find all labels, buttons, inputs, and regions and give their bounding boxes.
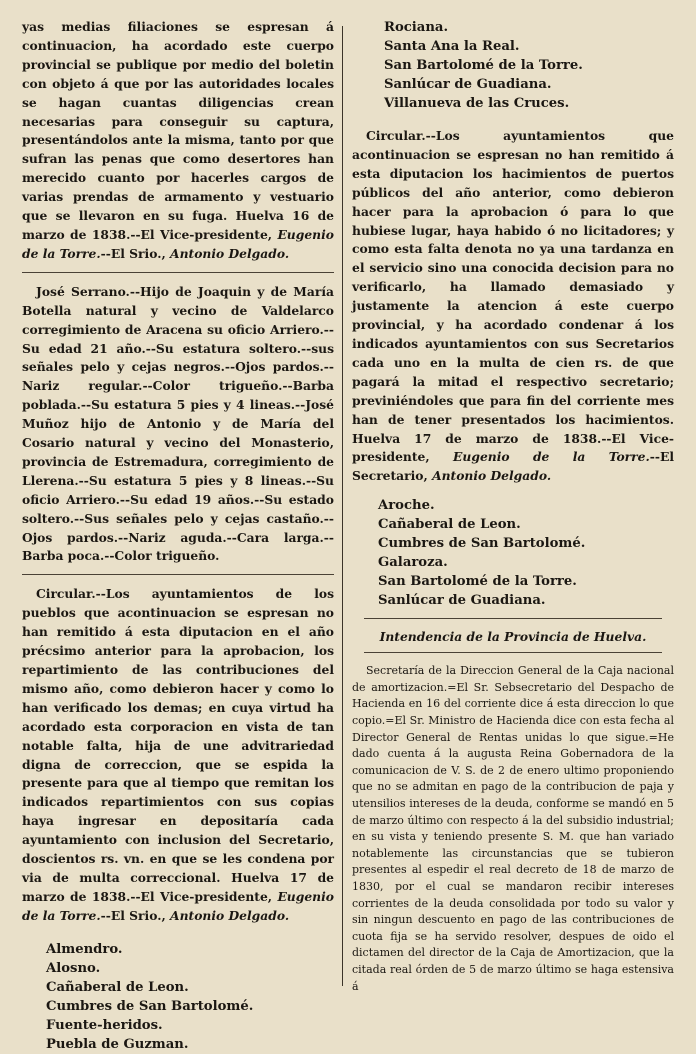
section-separator — [22, 574, 334, 575]
town-list-2 — [352, 18, 674, 113]
section-separator — [22, 272, 334, 273]
list-item: Cañaberal de Leon. — [378, 517, 521, 533]
circular-tax-paragraph — [22, 585, 334, 925]
left-column — [22, 18, 334, 1054]
list-item: Santa Ana la Real. — [384, 39, 520, 54]
list-item: Galaroza. — [378, 555, 448, 571]
list-item: Cumbres de San Bartolomé. — [378, 536, 586, 552]
section-heading: Intendencia de la Provincia de Huelva. — [379, 629, 647, 645]
notice-text: yas medias filiaciones se espresan á continuacion, ha acordado este cuerpo provincial se publique por medio del boletin con objeto á que por las autoridades locales se hagan cuantas diligencias crean necesarias para conseguir su captura, presentándolos ante la misma, tanto por que sufran las penas que como desertores han merecido cuanto por hacerles cargos de varias prendas de armamento y vestuario que se llevaron en su fuga. Huelva 16 de marzo de 1838.--El Vice-presidente, — [22, 19, 334, 242]
column-divider — [342, 26, 343, 986]
signatory-secretary: Antonio Delgado. — [170, 907, 290, 923]
desertion-notice-paragraph — [22, 18, 334, 264]
list-item: Villanueva de las Cruces. — [384, 96, 570, 111]
section-separator — [364, 618, 662, 619]
list-item: Aroche. — [378, 498, 435, 514]
town-list-3 — [352, 496, 674, 610]
signatory-secretary: Antonio Delgado. — [170, 245, 290, 261]
right-column — [352, 18, 674, 995]
list-item: Cumbres de San Bartolomé. — [46, 998, 254, 1014]
signatory-role: --El Srio., — [100, 907, 166, 923]
list-item: San Bartolomé de la Torre. — [384, 58, 583, 73]
circular-hacimientos-paragraph — [352, 127, 674, 486]
list-item: Sanlúcar de Guadiana. — [378, 593, 546, 609]
signatory-vice-president: Eugenio de la Torre. — [22, 226, 334, 261]
signatory-vice-president: Eugenio de la Torre. — [453, 449, 650, 465]
list-item: San Bartolomé de la Torre. — [378, 574, 577, 590]
signatory-role: --El Secretario, — [352, 449, 674, 484]
amortization-paragraph: Secretaría de la Direccion General de la Caja nacional de amortizacion.=El Sr. Sebsecretario del Despacho de Hacienda en 16 del corriente dice á esta direccion lo que copio.=El Sr. Ministro de Hacienda dice con esta fecha al Director General de Rentas unidas lo que sigue.=He dado cuenta á la augusta Reina Gobernadora de la comunicacion de V. S. de 2 de enero ultimo proponiendo que no se admitan en pago de la contribucion de paja y utensilios intereses de la deuda, conforme se mandó en 5 de marzo último con respecto á la del subsidio industrial; en su vista y teniendo presente S. M. que han variado notablemente las circunstancias que se tubieron presentes al espedir el real decreto de 18 de marzo de 1830, por el cual se mandaron recibir intereses corrientes de la deuda consolidada por todo su valor y sin ningun descuento en pago de las contribuciones de cuota fija se ha servido resolver, despues de oido el dictamen del director de la Caja de Amortizacion, que la citada real órden de 5 de marzo último se haga estensiva á — [352, 664, 674, 993]
signatory-vice-president: Eugenio de la Torre. — [22, 888, 334, 923]
list-item: Rociana. — [384, 20, 449, 35]
list-item: Fuente-heridos. — [46, 1017, 163, 1033]
town-list-1 — [22, 940, 334, 1054]
list-item: Almendro. — [46, 941, 123, 957]
list-item: Cañaberal de Leon. — [46, 979, 189, 995]
section-separator — [364, 652, 662, 653]
list-item: Puebla de Guzman. — [46, 1036, 189, 1052]
signatory-role: --El Srio., — [100, 245, 166, 261]
deserter-descriptions-paragraph: José Serrano.--Hijo de Joaquin y de María Botella natural y vecino de Valdelarco corregimiento de Aracena su oficio Arriero.--Su edad 21 año.--Su estatura soltero.--sus señales pelo y cejas negros.--Ojos pardos.--Nariz regular.--Color trigueño.--Barba poblada.--Su estatura 5 pies y 4 lineas.--José Muñoz hijo de Antonio y de María del Cosario natural y vecino del Monasterio, provincia de Estremadura, corregimiento de Llerena.--Su estatura 5 pies y 8 lineas.--Su oficio Arriero.--Su edad 19 años.--Su estado soltero.--Sus señales pelo y cejas castaño.--Ojos pardos.--Nariz aguda.--Cara larga.--Barba poca.--Color trigueño. — [22, 283, 334, 564]
circular-text: Circular.--Los ayuntamientos de los pueblos que acontinuacion se espresan no han remitido á esta diputacion en el año précsimo anterior para la aprobacion, los repartimiento de las contribuciones del mismo año, como debieron hacer y como lo han verificado los demas; en cuya virtud ha acordado esta corporacion en vista de tan notable falta, hija de une advitrariedad digna de correccion, que se espida la presente para que al tiempo que remitan los indicados repartimientos con sus copias haya ingresar en depositaría cada ayuntamiento con inclusion del Secretario, doscientos rs. vn. en que se les condena por via de multa correccional. Huelva 17 de marzo de 1838.--El Vice-presidente, — [22, 586, 334, 904]
list-item: Alosno. — [46, 960, 101, 976]
list-item: Sanlúcar de Guadiana. — [384, 77, 552, 92]
signatory-secretary: Antonio Delgado. — [432, 468, 552, 484]
circular-text: Circular.--Los ayuntamientos que acontinuacion se espresan no han remitido á esta diputacion los hacimientos de puertos públicos del año anterior, como debieron hacer para la aprobacion ó para lo que hubiese lugar, haya habido ó no licitadores; y como esta falta denota no ya una tardanza en el servicio sino una conocida decision para no verificarlo, ha llamado demasiado y justamente la atencion á este cuerpo provincial, y ha acordado condenar á los indicados ayuntamientos con sus Secretarios cada uno en la multa de cien rs. de que pagará la mitad el respectivo secretario; previniéndoles que para fin del corriente mes han de tener presentados los hacimientos. Huelva 17 de marzo de 1838.--El Vice-presidente, — [352, 128, 674, 465]
